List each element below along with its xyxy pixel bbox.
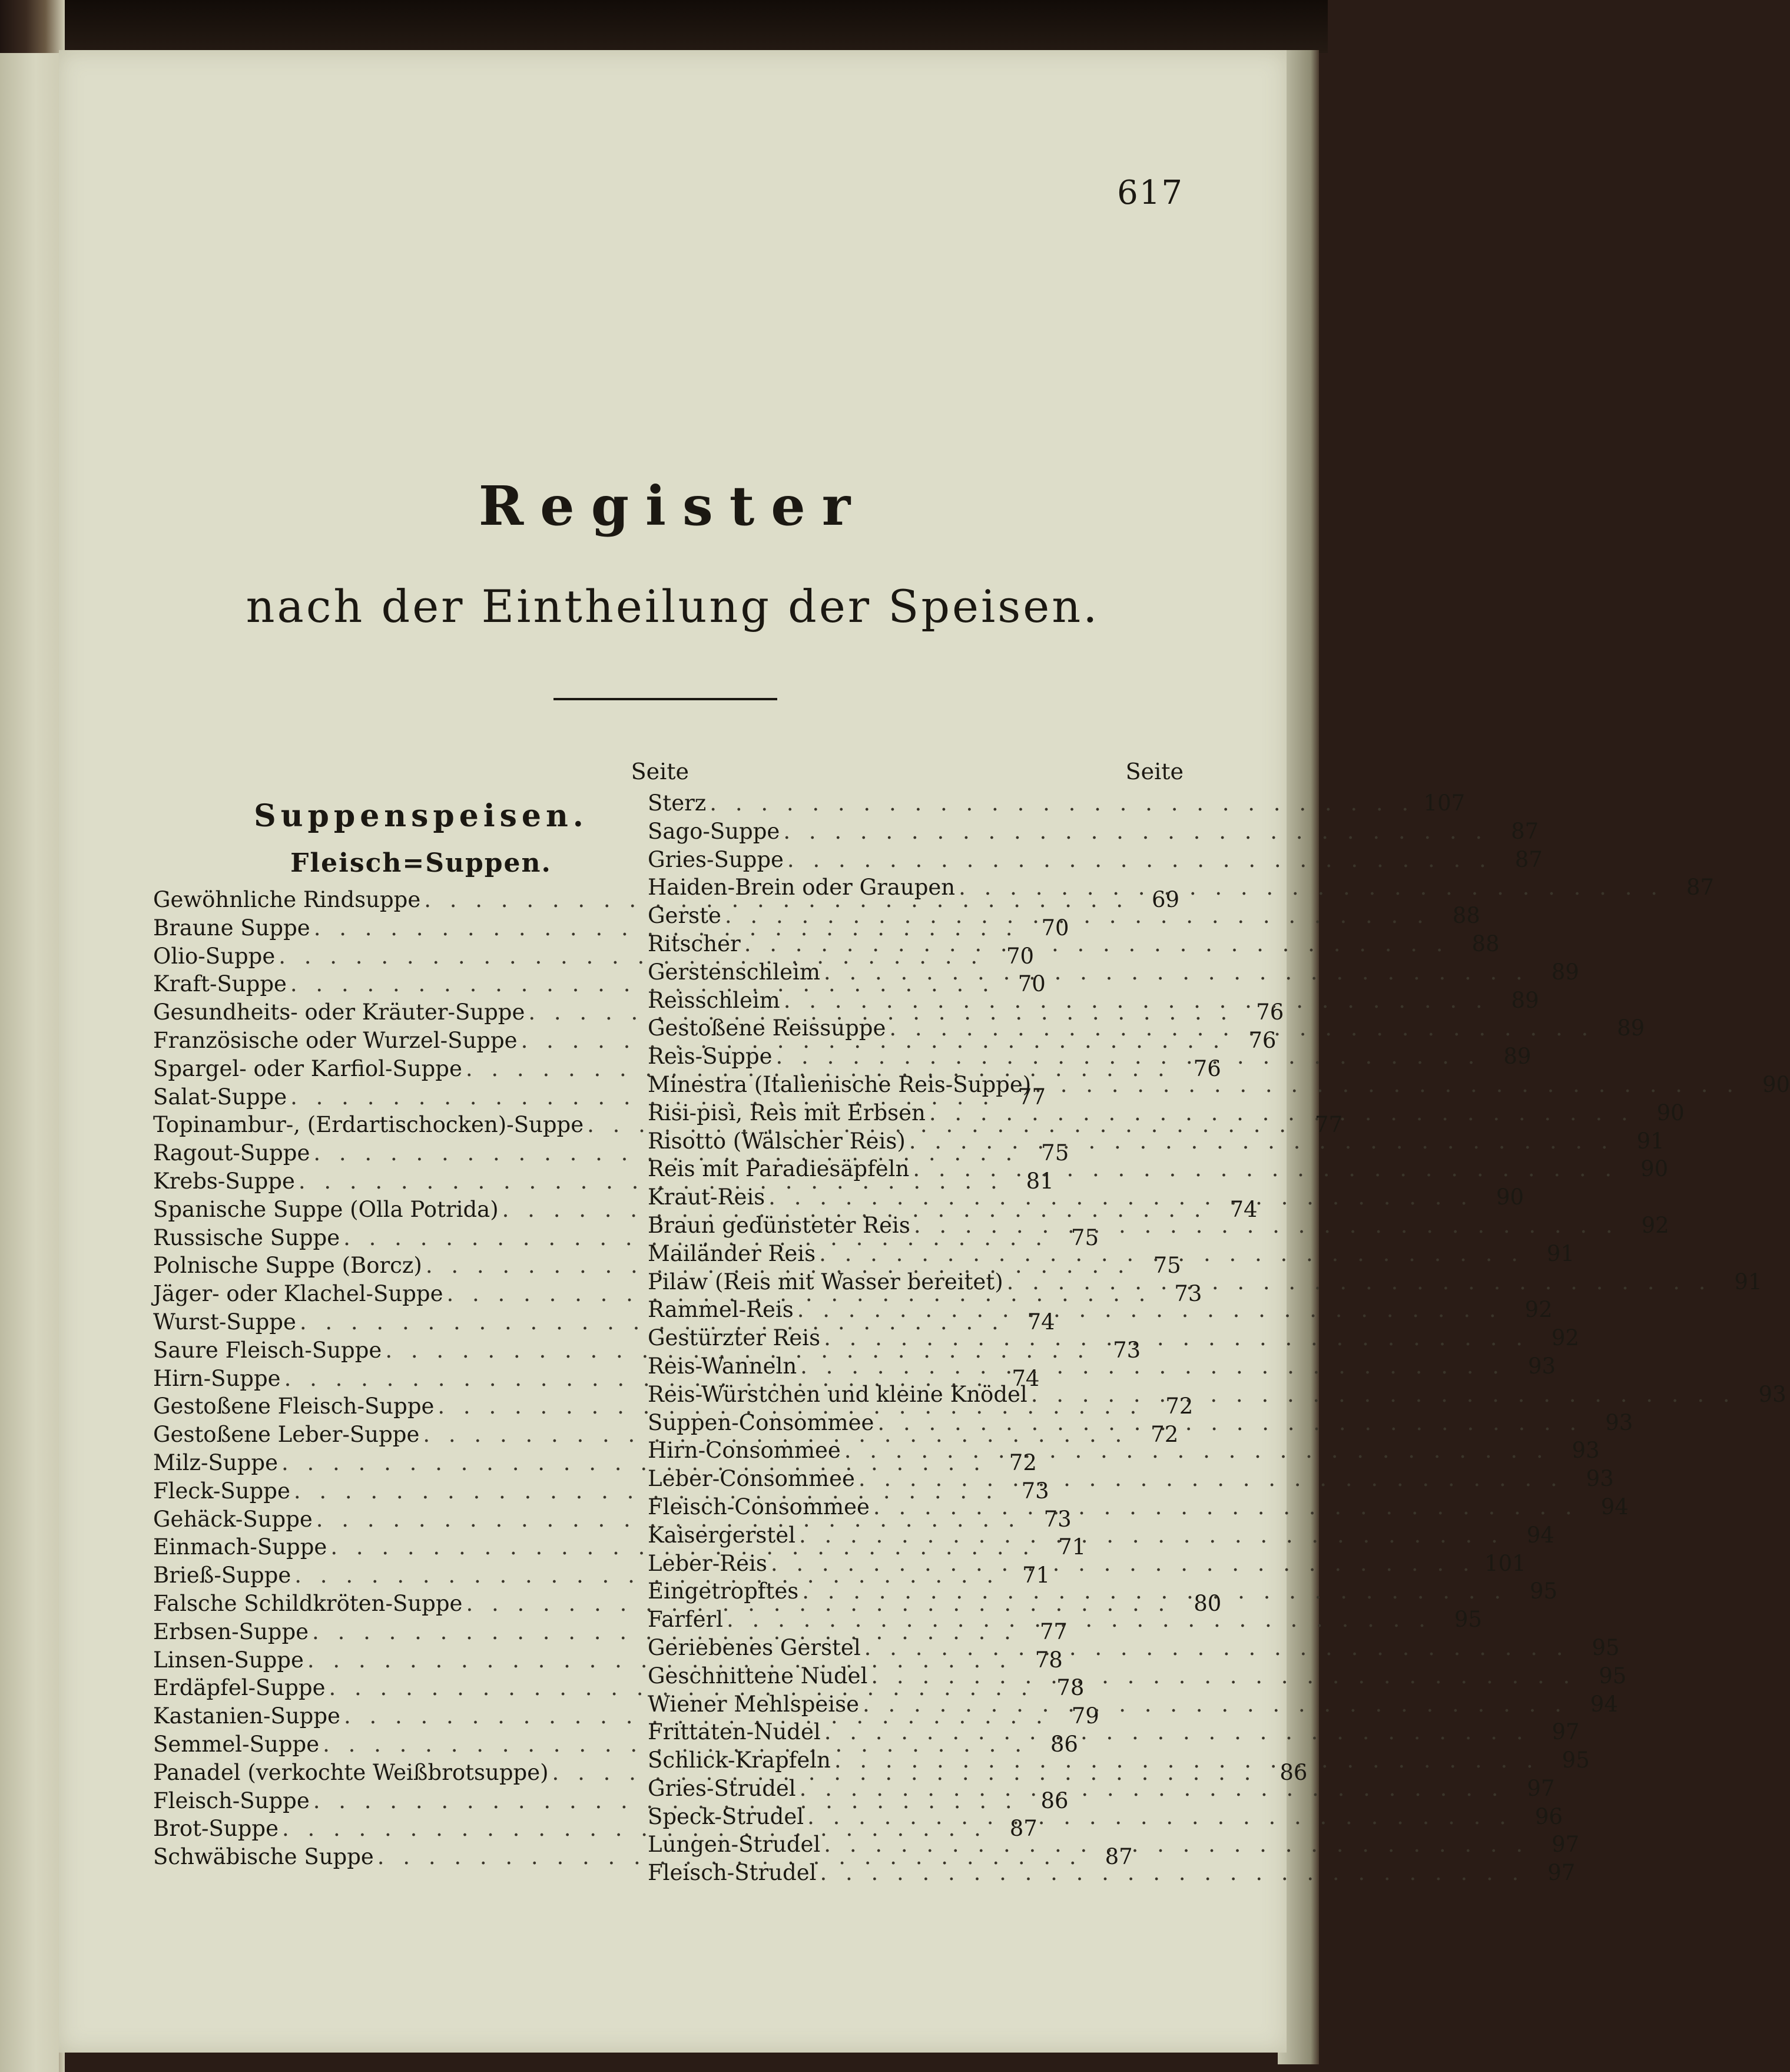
column-header-seite: Seite [631, 759, 689, 785]
entry-page-number: 90 [1762, 1071, 1790, 1097]
entry-page-number: 88 [1471, 931, 1500, 956]
entry-page-number: 93 [1572, 1438, 1600, 1464]
leader-dots [773, 1042, 1484, 1071]
entry-page-number: 87 [1511, 818, 1539, 844]
entry-name: Ragout-Suppe [153, 1140, 310, 1166]
leader-dots [831, 1746, 1543, 1775]
leader-dots [741, 930, 1453, 958]
entry-page-number: 72 [1151, 1422, 1179, 1448]
entry-page-number: 97 [1552, 1719, 1580, 1745]
entry-name: Linsen-Suppe [153, 1647, 304, 1673]
entry-page-number: 94 [1590, 1691, 1618, 1717]
entry-name: Ritscher [648, 931, 741, 956]
index-entry [648, 1437, 1600, 1465]
entry-name: Gesundheits- oder Kräuter-Suppe [153, 999, 525, 1025]
leader-dots [795, 1521, 1507, 1550]
index-entry [648, 1859, 1576, 1887]
entry-name: Sterz [648, 790, 707, 816]
entry-page-number: 73 [1113, 1337, 1141, 1363]
index-entry [648, 1324, 1579, 1352]
entry-page-number: 87 [1686, 875, 1714, 901]
entry-page-number: 74 [1027, 1309, 1055, 1335]
leader-dots [861, 1634, 1573, 1662]
entry-page-number: 75 [1041, 1140, 1069, 1166]
entry-name: Jäger- oder Klachel-Suppe [153, 1281, 443, 1307]
register-title: Register [478, 474, 867, 538]
leader-dots [910, 1212, 1622, 1240]
leader-dots [796, 1775, 1508, 1803]
index-entry [648, 1803, 1563, 1831]
entry-page-number: 107 [1423, 790, 1466, 816]
entry-name: Hirn-Consommee [648, 1438, 841, 1464]
entry-page-number: 89 [1551, 959, 1579, 985]
entry-name: Spanische Suppe (Olla Potrida) [153, 1196, 499, 1222]
entry-name: Fleisch-Suppe [153, 1788, 310, 1813]
entry-name: Gehäck-Suppe [153, 1506, 313, 1532]
entry-name: Suppen-Consommee [648, 1409, 874, 1435]
leader-dots [798, 1577, 1510, 1606]
index-entry [648, 846, 1543, 874]
index-entry [648, 789, 1466, 817]
entry-name: Risotto (Wälscher Reis) [648, 1128, 906, 1154]
leader-dots [1027, 1381, 1739, 1409]
entry-page-number: 94 [1600, 1494, 1629, 1520]
entry-page-number: 90 [1656, 1100, 1685, 1126]
entry-page-number: 76 [1256, 999, 1284, 1025]
leader-dots [767, 1550, 1479, 1578]
entry-page-number: 70 [1041, 915, 1069, 941]
entry-name: Schlick-Krapfeln [648, 1747, 831, 1773]
entry-name: Saure Fleisch-Suppe [153, 1337, 382, 1363]
entry-name: Leber-Consommee [648, 1466, 855, 1492]
entry-page-number: 92 [1641, 1212, 1669, 1238]
entry-page-number: 92 [1524, 1297, 1553, 1323]
entry-name: Gerste [648, 903, 721, 929]
entry-name: Sago-Suppe [648, 818, 780, 844]
entry-name: Gestürzter Reis [648, 1325, 821, 1351]
entry-name: Kraut-Reis [648, 1184, 765, 1210]
entry-name: Brot-Suppe [153, 1816, 279, 1842]
leader-dots [821, 1718, 1533, 1746]
index-entry [648, 1521, 1554, 1550]
entry-name: Geschnittene Nudel [648, 1663, 868, 1689]
entry-name: Polnische Suppe (Borcz) [153, 1253, 422, 1279]
entry-name: Rammel-Reis [648, 1297, 794, 1323]
entry-page-number: 86 [1050, 1731, 1078, 1757]
leader-dots [780, 817, 1491, 846]
entry-page-number: 77 [1039, 1618, 1068, 1644]
entry-name: Gerstenschleim [648, 959, 820, 985]
leader-dots [820, 1324, 1532, 1352]
entry-name: Erdäpfel-Suppe [153, 1675, 326, 1701]
entry-page-number: 93 [1586, 1466, 1614, 1492]
leader-dots [723, 1606, 1435, 1634]
index-entry [648, 1071, 1790, 1099]
entry-page-number: 97 [1552, 1832, 1580, 1858]
index-entry [648, 1662, 1627, 1690]
index-entry [648, 1465, 1614, 1493]
leader-dots [926, 1099, 1637, 1127]
index-entry [648, 1296, 1553, 1324]
entry-name: Wurst-Suppe [153, 1309, 296, 1335]
leader-dots [816, 1240, 1527, 1268]
index-entry [648, 1493, 1629, 1521]
entry-name: Speck-Strudel [648, 1803, 804, 1829]
index-entry [648, 902, 1480, 930]
entry-name: Erbsen-Suppe [153, 1618, 309, 1644]
leader-dots [855, 1465, 1567, 1493]
entry-page-number: 71 [1058, 1534, 1086, 1560]
entry-name: Fleisch-Consommee [648, 1494, 870, 1520]
book-page [59, 50, 1790, 2053]
entry-page-number: 95 [1530, 1578, 1558, 1604]
entry-name: Lungen-Strudel [648, 1832, 821, 1858]
leader-dots [780, 987, 1492, 1015]
entry-page-number: 70 [1017, 971, 1046, 997]
entry-name: Krebs-Suppe [153, 1168, 295, 1194]
entry-page-number: 91 [1636, 1128, 1665, 1154]
leader-dots [816, 1859, 1528, 1887]
leader-dots [886, 1014, 1597, 1042]
entry-name: Einmach-Suppe [153, 1534, 327, 1560]
entry-name: Eingetropftes [648, 1578, 799, 1604]
entry-page-number: 69 [1152, 887, 1180, 912]
entry-page-number: 89 [1511, 987, 1539, 1013]
entry-page-number: 90 [1496, 1184, 1524, 1210]
entry-page-number: 74 [1012, 1365, 1040, 1391]
page-number: 617 [1117, 174, 1184, 212]
leader-dots [874, 1409, 1586, 1437]
entry-name: Gestoßene Leber-Suppe [153, 1422, 420, 1448]
leader-dots [784, 846, 1496, 874]
entry-page-number: 94 [1526, 1522, 1554, 1548]
column-header-seite: Seite [1125, 759, 1184, 785]
entry-page-number: 71 [1022, 1563, 1050, 1588]
entry-name: Braune Suppe [153, 915, 310, 941]
divider-rule [553, 698, 777, 700]
entry-name: Kraft-Suppe [153, 971, 287, 997]
entry-name: Gewöhnliche Rindsuppe [153, 887, 421, 912]
index-entry [648, 1606, 1482, 1634]
leader-dots [909, 1155, 1621, 1183]
index-entry [648, 1550, 1526, 1578]
entry-name: Pilaw (Reis mit Wasser bereitet) [648, 1269, 1003, 1295]
entry-page-number: 72 [1009, 1449, 1037, 1475]
leader-dots [906, 1127, 1617, 1156]
register-subtitle: nach der Eintheilung der Speisen. [246, 580, 1100, 633]
entry-page-number: 95 [1599, 1663, 1627, 1689]
entry-page-number: 89 [1503, 1044, 1532, 1070]
entry-page-number: 93 [1605, 1409, 1633, 1435]
entry-name: Reis-Wanneln [648, 1353, 797, 1379]
entry-page-number: 70 [1006, 943, 1035, 969]
entry-name: Kaisergerstel [648, 1522, 795, 1548]
entry-name: Gries-Strudel [648, 1775, 796, 1801]
leader-dots [794, 1296, 1506, 1324]
entry-page-number: 76 [1248, 1027, 1277, 1053]
leader-dots [820, 1831, 1532, 1859]
subsection-title: Fleisch=Suppen. [290, 848, 552, 878]
entry-name: Haiden-Brein oder Graupen [648, 875, 956, 901]
entry-page-number: 87 [1009, 1816, 1037, 1842]
index-entry [648, 1775, 1555, 1803]
leader-dots [1003, 1268, 1715, 1296]
entry-page-number: 72 [1165, 1394, 1194, 1419]
leader-dots [841, 1437, 1553, 1465]
entry-name: Schwäbische Suppe [153, 1844, 374, 1870]
entry-page-number: 90 [1640, 1156, 1669, 1182]
leader-dots [955, 873, 1667, 902]
entry-page-number: 75 [1070, 1224, 1099, 1250]
entry-name: Brieß-Suppe [153, 1563, 291, 1588]
index-entry [648, 1831, 1580, 1859]
entry-page-number: 73 [1174, 1281, 1202, 1307]
entry-page-number: 101 [1484, 1550, 1526, 1576]
entry-name: Olio-Suppe [153, 943, 276, 969]
entry-page-number: 95 [1592, 1634, 1620, 1660]
entry-page-number: 79 [1071, 1703, 1099, 1729]
leader-dots [820, 958, 1532, 987]
entry-page-number: 76 [1193, 1055, 1221, 1081]
entry-page-number: 73 [1021, 1478, 1049, 1504]
entry-name: Frittaten-Nudel [648, 1719, 821, 1745]
entry-page-number: 78 [1035, 1647, 1063, 1673]
index-entry [648, 1690, 1618, 1719]
entry-page-number: 88 [1452, 903, 1480, 929]
index-entry [648, 1212, 1669, 1240]
entry-name: Wiener Mehlspeise [648, 1691, 860, 1717]
entry-name: Russische Suppe [153, 1224, 340, 1250]
entry-name: Reisschleim [648, 987, 780, 1013]
entry-page-number: 91 [1546, 1240, 1574, 1266]
entry-page-number: 74 [1229, 1196, 1258, 1222]
entry-name: Braun gedünsteter Reis [648, 1212, 910, 1238]
leader-dots [867, 1662, 1579, 1690]
entry-name: Gries-Suppe [648, 846, 784, 872]
leader-dots [804, 1803, 1516, 1831]
entry-name: Minestra (Italienische Reis-Suppe) [648, 1071, 1032, 1097]
entry-page-number: 93 [1527, 1353, 1556, 1379]
leader-dots [859, 1690, 1571, 1719]
index-entry [648, 1155, 1669, 1183]
entry-name: Geriebenes Gerstel [648, 1634, 861, 1660]
leader-dots [706, 789, 1418, 817]
entry-page-number: 97 [1547, 1860, 1576, 1886]
left-page-edge [0, 53, 59, 2072]
entry-name: Reis-Würstchen und kleine Knödel [648, 1381, 1027, 1407]
index-entry [648, 1718, 1580, 1746]
index-entry [648, 1409, 1633, 1437]
entry-name: Reis mit Paradiesäpfeln [648, 1156, 910, 1182]
index-entry [648, 930, 1500, 958]
section-title: Suppenspeisen. [254, 798, 588, 834]
entry-name: Farferl [648, 1607, 724, 1633]
entry-name: Milz-Suppe [153, 1449, 278, 1475]
leader-dots [870, 1493, 1582, 1521]
entry-page-number: 91 [1734, 1269, 1762, 1295]
entry-name: Falsche Schildkröten-Suppe [153, 1590, 463, 1616]
leader-dots [797, 1352, 1509, 1381]
entry-name: Risi-pisi, Reis mit Erbsen [648, 1100, 926, 1126]
entry-page-number: 93 [1758, 1381, 1786, 1407]
index-entry [648, 1127, 1665, 1156]
entry-name: Fleisch-Strudel [648, 1860, 817, 1886]
entry-page-number: 95 [1562, 1747, 1590, 1773]
entry-page-number: 87 [1514, 846, 1543, 872]
entry-name: Französische oder Wurzel-Suppe [153, 1027, 518, 1053]
index-entry [648, 1352, 1556, 1381]
entry-page-number: 77 [1017, 1084, 1046, 1110]
entry-name: Leber-Reis [648, 1550, 767, 1576]
leader-dots [721, 902, 1433, 930]
leader-dots [765, 1183, 1477, 1212]
entry-name: Hirn-Suppe [153, 1365, 281, 1391]
entry-name: Panadel (verkochte Weißbrotsuppe) [153, 1759, 549, 1785]
entry-page-number: 89 [1617, 1015, 1645, 1041]
entry-name: Reis-Suppe [648, 1044, 773, 1070]
entry-name: Gestoßene Reissuppe [648, 1015, 886, 1041]
leader-dots [1031, 1071, 1743, 1099]
index-entry [648, 958, 1579, 987]
index-entry [648, 1634, 1620, 1662]
entry-page-number: 81 [1026, 1168, 1054, 1194]
entry-page-number: 80 [1194, 1590, 1222, 1616]
entry-page-number: 75 [1153, 1253, 1181, 1279]
entry-name: Topinambur-, (Erdartischocken)-Suppe [153, 1112, 584, 1138]
entry-name: Salat-Suppe [153, 1084, 287, 1110]
entry-page-number: 87 [1105, 1844, 1133, 1870]
book-top-edge [0, 0, 1328, 53]
entry-page-number: 73 [1043, 1506, 1072, 1532]
entry-page-number: 77 [1314, 1112, 1343, 1138]
entry-name: Kastanien-Suppe [153, 1703, 340, 1729]
entry-name: Gestoßene Fleisch-Suppe [153, 1394, 435, 1419]
entry-page-number: 86 [1279, 1759, 1308, 1785]
index-entry [648, 873, 1714, 902]
entry-page-number: 96 [1534, 1803, 1563, 1829]
entry-page-number: 97 [1527, 1775, 1555, 1801]
entry-page-number: 95 [1454, 1607, 1482, 1633]
index-entry [648, 817, 1539, 846]
entry-name: Fleck-Suppe [153, 1478, 290, 1504]
entry-name: Mailänder Reis [648, 1240, 816, 1266]
entry-name: Semmel-Suppe [153, 1731, 320, 1757]
index-entry [648, 1240, 1574, 1268]
entry-page-number: 92 [1551, 1325, 1579, 1351]
entry-name: Spargel- oder Karfiol-Suppe [153, 1055, 462, 1081]
entry-page-number: 86 [1040, 1788, 1069, 1813]
entry-page-number: 78 [1056, 1675, 1085, 1701]
